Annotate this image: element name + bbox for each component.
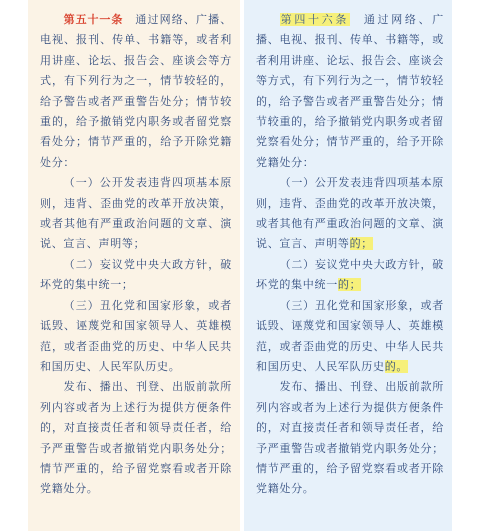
right-column-old-version — [244, 0, 452, 531]
clause-text: （二）妄议党中央大政方针，破坏党的集中统一 — [256, 257, 444, 292]
article-intro-paragraph — [256, 10, 444, 173]
highlighted-change: 的。 — [384, 359, 409, 373]
closing-paragraph: 发布、播出、刊登、出版前款所列内容或者为上述行为提供方便条件的，对直接责任者和领导责任者，给予严重警告或者撤销党内职务处分；情节严重的，给予留党察看或者开除党籍处分。 — [256, 380, 444, 496]
article-number: 第五十一条 — [63, 13, 124, 26]
clause-2 — [256, 255, 444, 296]
clause-1 — [256, 173, 444, 255]
clause-text: （三）丑化党和国家形象，或者诋毁、诬蔑党和国家领导人、英雄模范，或者歪曲党的历史、中华人民共和国历史、人民军队历史 — [256, 298, 444, 373]
highlighted-change: 的； — [337, 278, 362, 292]
article-number: 第四十六条 — [280, 13, 350, 26]
article-intro-paragraph — [40, 10, 232, 173]
clause-1: （一）公开发表违背四项基本原则，违背、歪曲党的改革开放决策，或者其他有严重政治问题的文章、演说、宣言、声明等； — [40, 176, 232, 251]
clause-2: （二）妄议党中央大政方针，破坏党的集中统一； — [40, 257, 232, 292]
closing-paragraph: 发布、播出、刊登、出版前款所列内容或者为上述行为提供方便条件的，对直接责任者和领导责任者，给予严重警告或者撤销党内职务处分；情节严重的，给予留党察看或者开除党籍处分。 — [40, 380, 232, 496]
paragraph-text: 通过网络、广播、电视、报刊、传单、书籍等，或者利用讲座、论坛、报告会、座谈会等方式，有下列行为之一，情节较轻的，给予警告或者严重警告处分；情节较重的，给予撤销党内职务或者留党察看处分；情节严重的，给予开除党籍处分： — [40, 13, 233, 169]
clause-3: （三）丑化党和国家形象，或者诋毁、诬蔑党和国家领导人、英雄模范，或者歪曲党的历史、中华人民共和国历史、人民军队历史。 — [40, 298, 232, 373]
left-column-new-version — [28, 0, 240, 531]
paragraph-text: 通过网络、广播、电视、报刊、传单、书籍等，或者利用讲座、论坛、报告会、座谈会等方式，有下列行为之一，情节较轻的，给予警告或者严重警告处分；情节较重的，给予撤销党内职务或者留党察看处分；情节严重的，给予开除党籍处分： — [256, 13, 445, 169]
clause-text: （一）公开发表违背四项基本原则，违背、歪曲党的改革开放决策，或者其他有严重政治问题的文章、演说、宣言、声明等 — [256, 176, 444, 251]
clause-3 — [256, 296, 444, 378]
highlighted-change: 的； — [349, 237, 374, 251]
